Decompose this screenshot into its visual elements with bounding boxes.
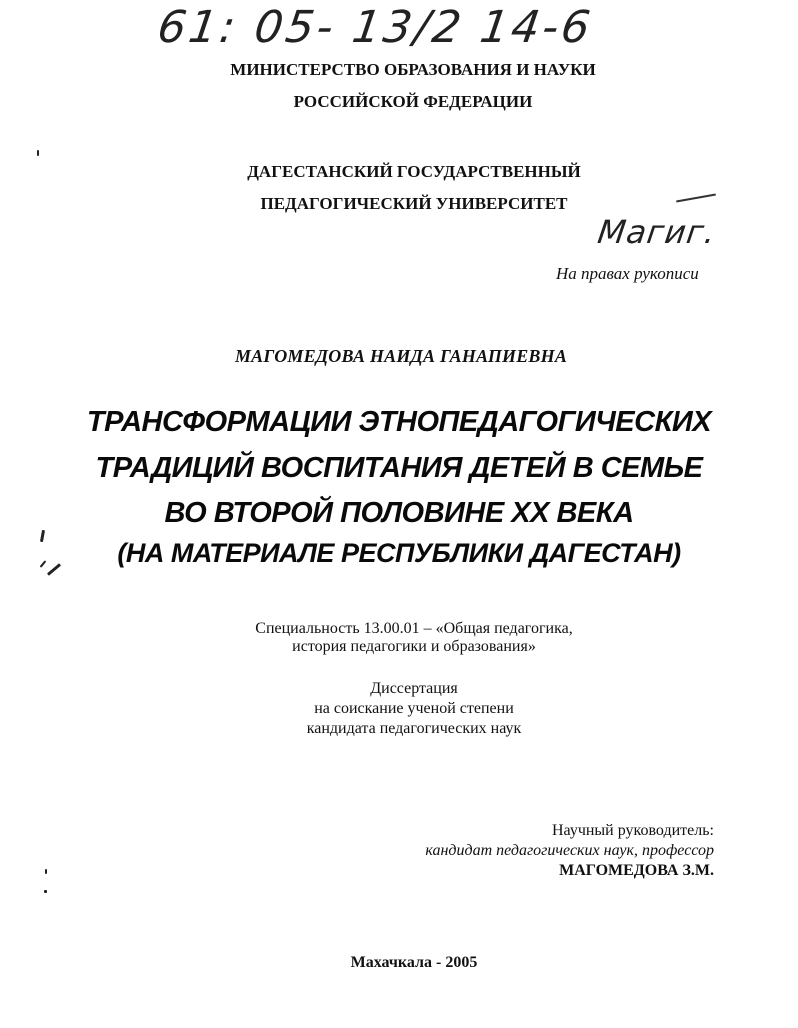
scan-artifact — [37, 150, 39, 156]
specialty-line-1: Специальность 13.00.01 – «Общая педагогика, — [255, 620, 573, 637]
scan-artifact — [45, 869, 47, 874]
ministry-line-2: РОССИЙСКОЙ ФЕДЕРАЦИИ — [293, 92, 533, 111]
thesis-title-line-1: ТРАНСФОРМАЦИИ ЭТНОПЕДАГОГИЧЕСКИХ — [86, 406, 712, 438]
thesis-subtitle: (НА МАТЕРИАЛЕ РЕСПУБЛИКИ ДАГЕСТАН) — [117, 538, 681, 568]
scan-artifact — [44, 890, 47, 893]
thesis-title-line-3: ВО ВТОРОЙ ПОЛОВИНЕ XX ВЕКА — [164, 497, 634, 529]
author-name: МАГОМЕДОВА НАИДА ГАНАПИЕВНА — [234, 346, 568, 366]
degree-line-3: кандидата педагогических наук — [306, 720, 522, 737]
handwritten-archive-code: 61: 05- 13/2 14-6 — [154, 2, 596, 53]
supervisor-name: МАГОМЕДОВА З.М. — [559, 862, 714, 879]
manuscript-rights-note: На правах рукописи — [556, 264, 699, 283]
thesis-title-line-2: ТРАДИЦИЙ ВОСПИТАНИЯ ДЕТЕЙ В СЕМЬЕ — [95, 452, 703, 484]
degree-line-2: на соискание ученой степени — [314, 700, 514, 717]
university-line-2: ПЕДАГОГИЧЕСКИЙ УНИВЕРСИТЕТ — [260, 194, 568, 213]
ministry-line-1: МИНИСТЕРСТВО ОБРАЗОВАНИЯ И НАУКИ — [230, 60, 596, 79]
dissertation-label: Диссертация — [370, 680, 458, 697]
supervisor-credentials: кандидат педагогических наук, профессор — [425, 842, 714, 859]
handwritten-signature: Магиг. — [595, 213, 719, 251]
supervisor-label: Научный руководитель: — [551, 822, 714, 839]
place-and-year: Махачкала - 2005 — [350, 954, 478, 971]
university-line-1: ДАГЕСТАНСКИЙ ГОСУДАРСТВЕННЫЙ — [247, 162, 581, 181]
specialty-line-2: история педагогики и образования» — [292, 638, 536, 655]
